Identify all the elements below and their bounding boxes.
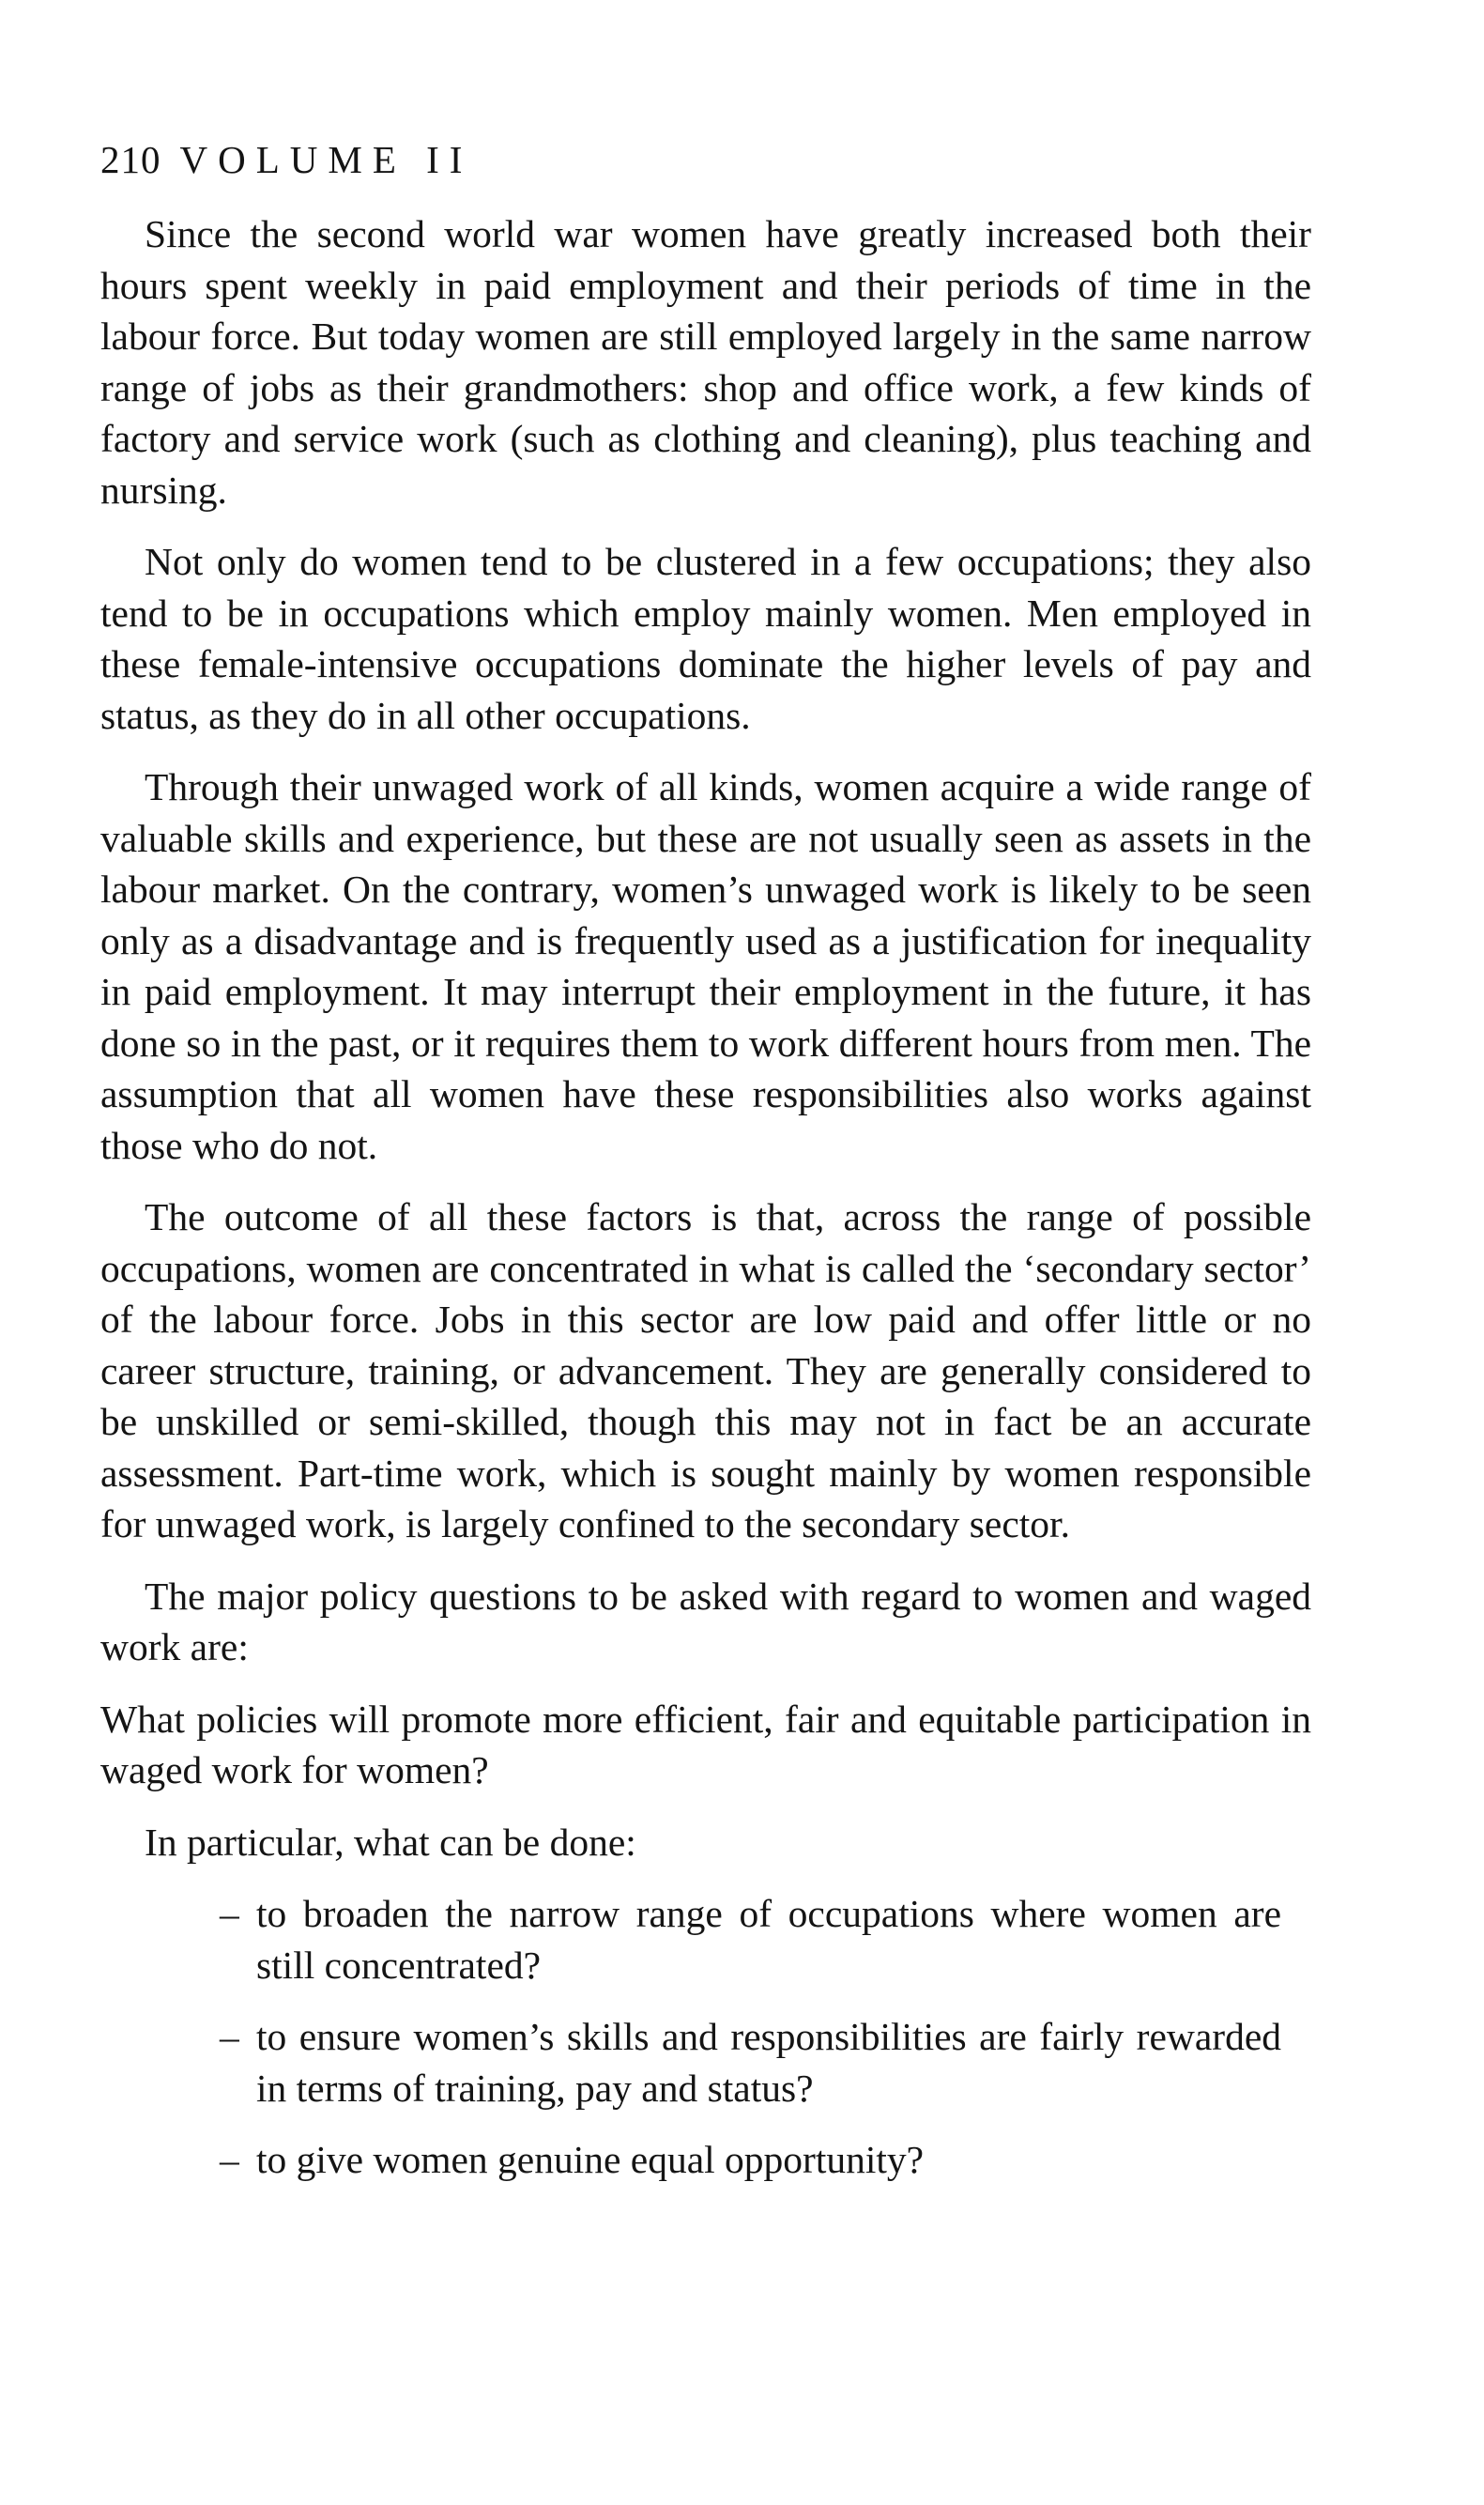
paragraph-unwaged-work: Through their unwaged work of all kinds, women acquire a wide range of valuable skills and experience, but these are not usually seen as assets in the labour market. On the contrary, women’s unwaged work is likely to be seen only as a disadvantage and is frequently used as a justification for inequality in paid employment. It may interrupt their employment in the future, it has done so in the past, or it requires them to work different hours from men. The assumption that all women have these responsibilities also works against those who do not.: [100, 765, 1311, 1167]
volume-label: VOLUME II: [179, 138, 473, 181]
body-text: [100, 208, 1311, 2186]
list-item: [220, 2134, 1281, 2186]
key-policy-question: What policies will promote more efficient, fair and equitable participation in waged work for women?: [100, 1697, 1311, 1791]
list-item: [220, 1888, 1281, 1990]
list-item: [220, 2011, 1281, 2113]
paragraph-postwar-employment: Since the second world war women have greatly increased both their hours spent weekly in paid employment and their periods of time in the labour force. But today women are still employed largely in the same narrow range of jobs as their grandmothers: shop and office work, a few kinds of factory and service work (such as clothing and cleaning), plus teaching and nursing.: [100, 212, 1311, 512]
paragraph-policy-intro: The major policy questions to be asked with regard to women and waged work are:: [100, 1574, 1311, 1668]
list-item-text: to ensure women’s skills and responsibilities are fairly rewarded in terms of training, pay and status?: [256, 2015, 1281, 2110]
list-item-text: to give women genuine equal opportunity?: [256, 2138, 925, 2181]
dash-marker: –: [220, 1892, 239, 1935]
book-page: [100, 133, 1311, 2206]
running-head: [100, 133, 1311, 186]
dash-marker: –: [220, 2138, 239, 2181]
dash-marker: –: [220, 2015, 239, 2058]
policy-question-list: [100, 1888, 1311, 2186]
list-item-text: to broaden the narrow range of occupations where women are still concentrated?: [256, 1892, 1281, 1987]
list-lead-in: In particular, what can be done:: [145, 1820, 636, 1864]
paragraph-secondary-sector: The outcome of all these factors is that, across the range of possible occupations, women are concentrated in what is called the ‘secondary sector’ of the labour force. Jobs in this sector are low paid and offer little or no career structure, training, or advancement. They are generally considered to be unskilled or semi-skilled, though this may not in fact be an accurate assessment. Part-time work, which is sought mainly by women responsible for unwaged work, is largely confined to the secondary sector.: [100, 1195, 1311, 1545]
paragraph-occupational-clustering: Not only do women tend to be clustered in a few occupations; they also tend to be in occupations which employ mainly women. Men employed in these female-intensive occupations dominate the higher levels of pay and status, as they do in all other occupations.: [100, 540, 1311, 737]
page-number: 210: [100, 138, 161, 181]
